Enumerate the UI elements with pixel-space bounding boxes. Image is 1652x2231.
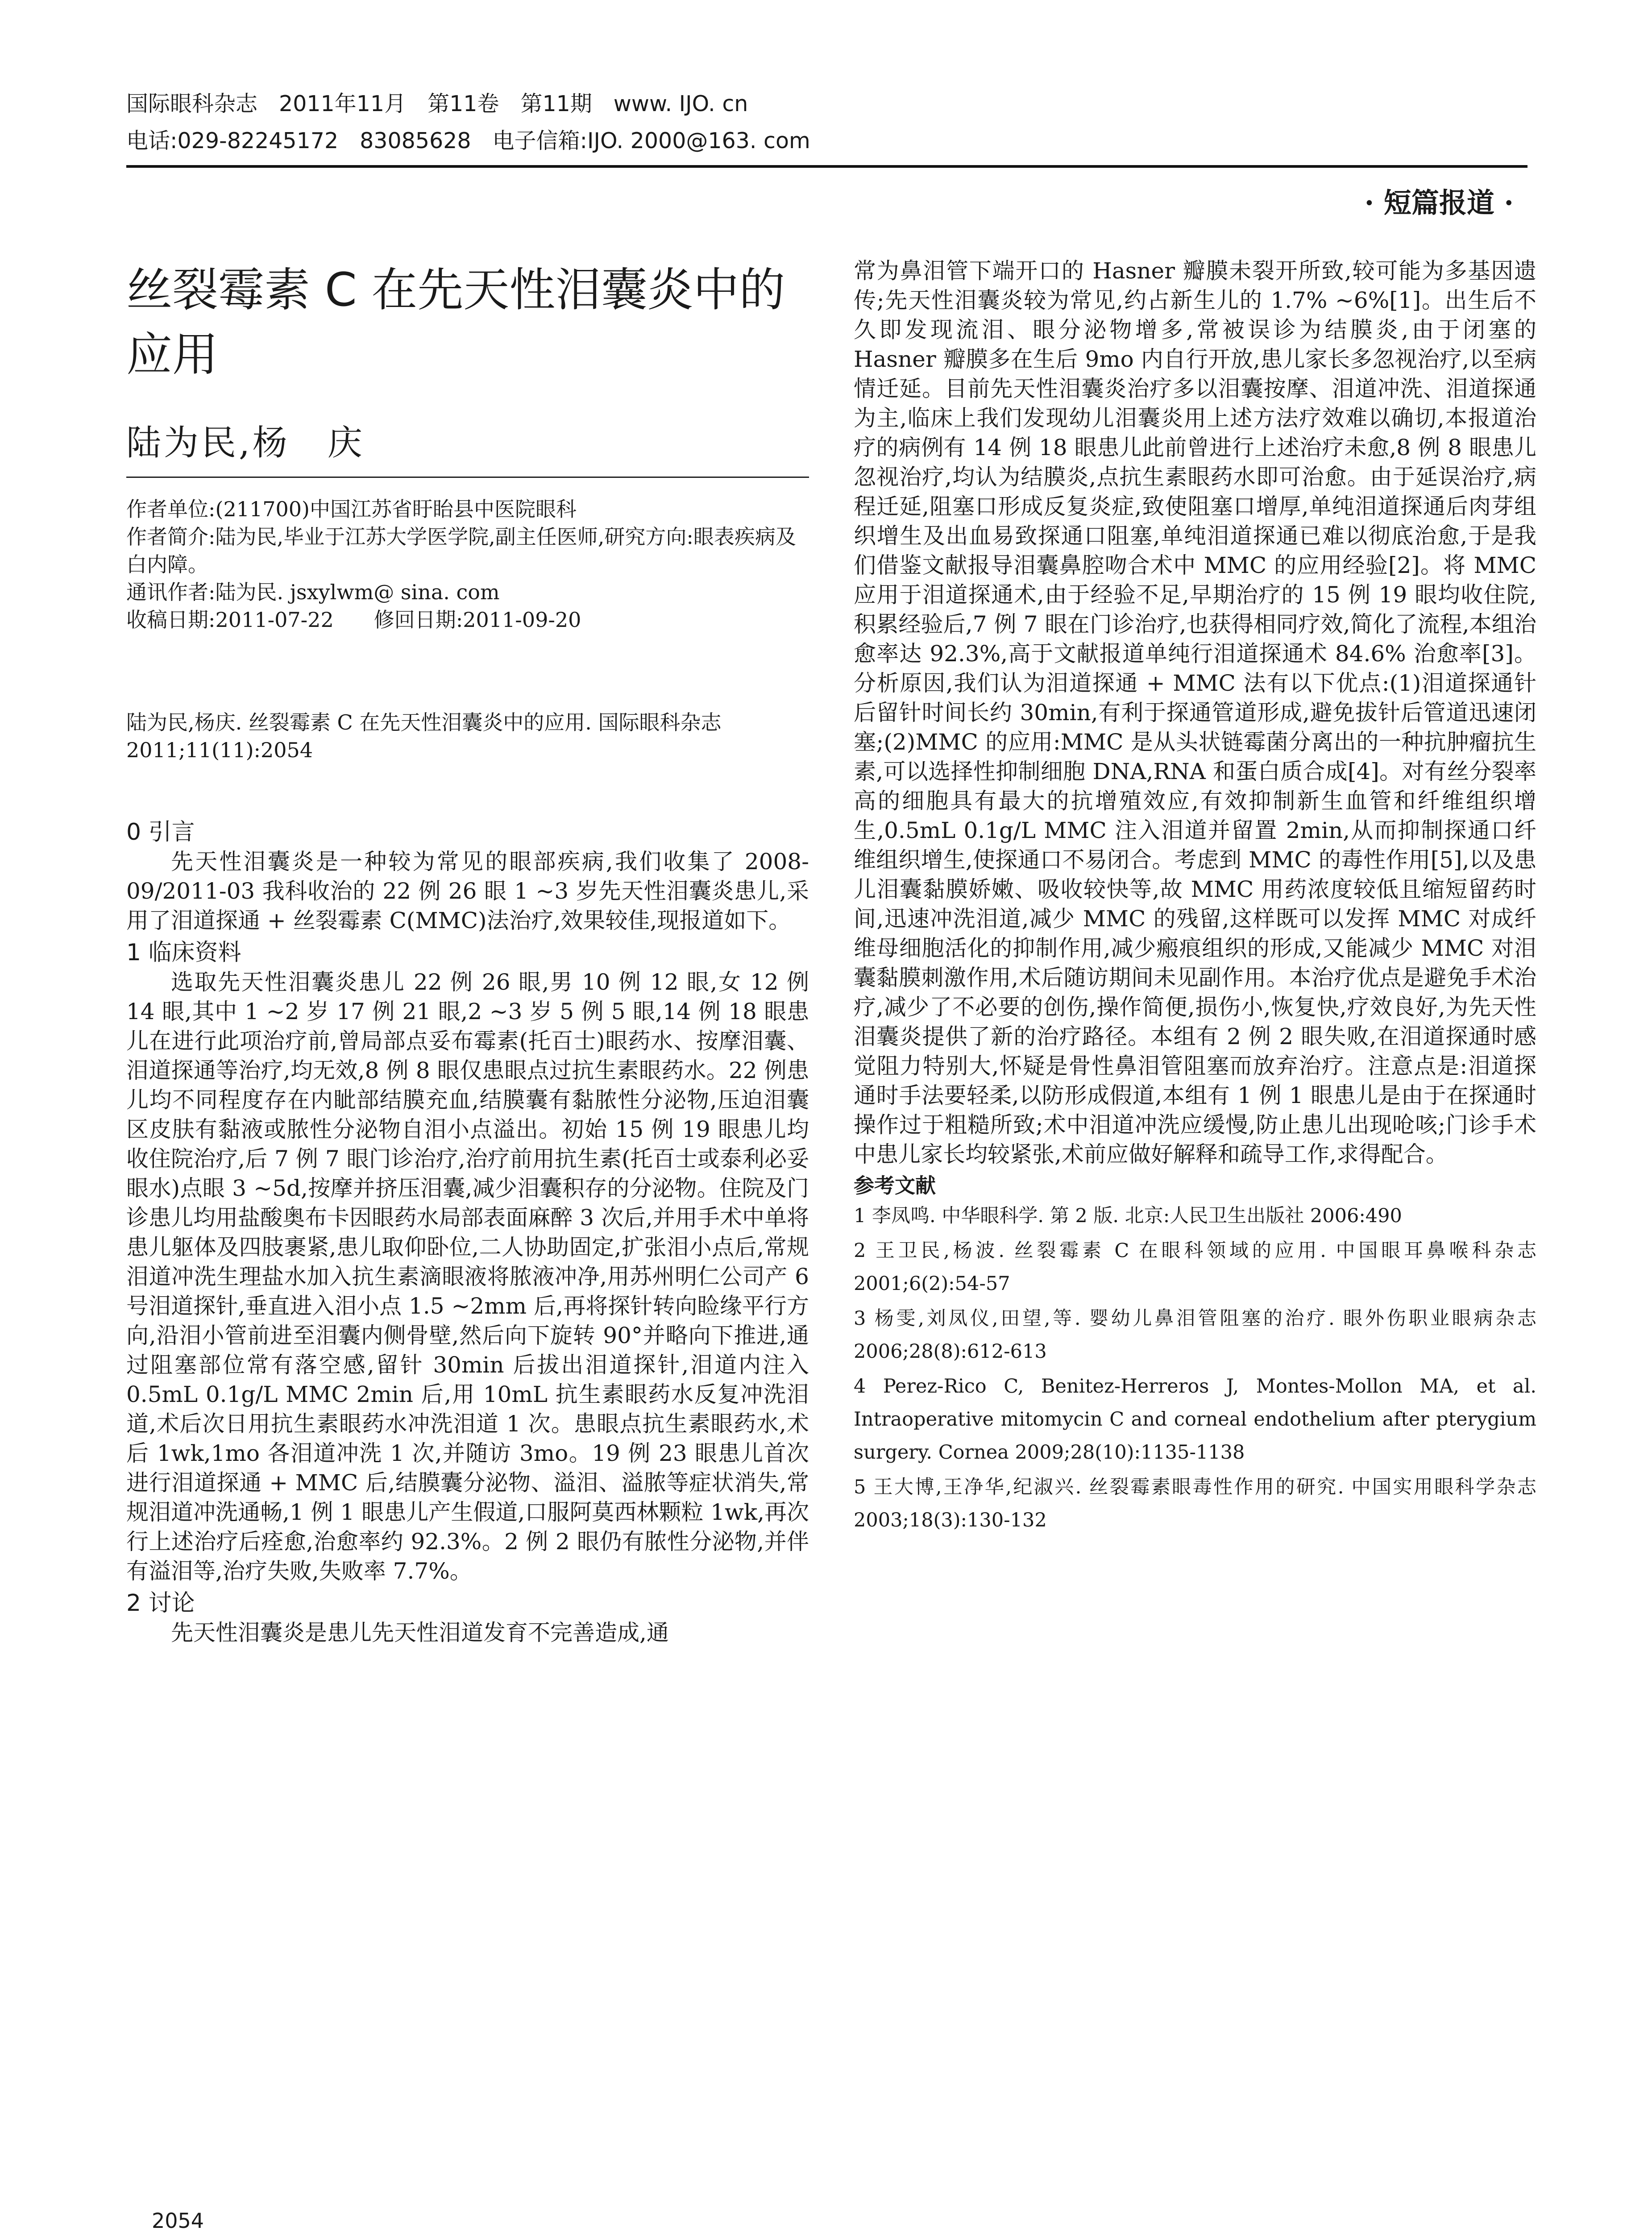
reference-item: 3 杨雯,刘凤仪,田望,等. 婴幼儿鼻泪管阻塞的治疗. 眼外伤职业眼病杂志 2006;28(8):612-613	[854, 1307, 1536, 1363]
journal-name: 国际眼科杂志	[126, 91, 258, 116]
paragraph-intro: 先天性泪囊炎是一种较为常见的眼部疾病,我们收集了 2008-09/2011-03 我科收治的 22 例 26 眼 1 ~3 岁先天性泪囊炎患儿,采用了泪道探通 + 丝裂霉素 C(MMC)法治疗,效果较佳,现报道如下。	[126, 849, 809, 933]
reference-list	[854, 1199, 1536, 1537]
revised-date: 修回日期:2011-09-20	[374, 608, 581, 632]
references-heading: 参考文献	[854, 1174, 936, 1198]
page-number: 2054	[152, 2209, 204, 2231]
section-heading-discussion: 2 讨论	[126, 1590, 195, 1617]
header-rule	[126, 165, 1527, 168]
reference-item: 1 李凤鸣. 中华眼科学. 第 2 版. 北京:人民卫生出版社 2006:490	[854, 1205, 1402, 1227]
paragraph-discussion-start: 先天性泪囊炎是患儿先天性泪道发育不完善造成,通	[171, 1620, 669, 1646]
paragraph-discussion-cont: 常为鼻泪管下端开口的 Hasner 瓣膜未裂开所致,较可能为多基因遗传;先天性泪囊炎较为常见,约占新生儿的 1.7% ~6%[1]。出生后不久即发现流泪、眼分泌物增多,常被误诊为结膜炎,由于闭塞的 Hasner 瓣膜多在生后 9mo 内自行开放,患儿家长多忽视治疗,以至病情迁延。目前先天性泪囊炎治疗多以泪囊按摩、泪道冲洗、泪道探通为主,临床上我们发现幼儿泪囊炎用上述方法疗效难以确切,本报道治疗的病例有 14 例 18 眼患儿此前曾进行上述治疗未愈,8 例 8 眼患儿忽视治疗,均认为结膜炎,点抗生素眼药水即可治愈。由于延误治疗,病程迁延,阻塞口形成反复炎症,致使阻塞口增厚,单纯泪道探通后肉芽组织增生及出血易致探通口阻塞,单纯泪道探通已难以彻底治愈,于是我们借鉴文献报导泪囊鼻腔吻合术中 MMC 的应用经验[2]。将 MMC 应用于泪道探通术,由于经验不足,早期治疗的 15 例 19 眼均收住院,积累经验后,7 例 7 眼在门诊治疗,也获得相同疗效,简化了流程,本组治愈率达 92.3%,高于文献报道单纯行泪道探通术 84.6% 治愈率[3]。分析原因,我们认为泪道探通 + MMC 法有以下优点:(1)泪道探通针后留针时间长约 30min,有利于探通管道形成,避免拔针后管道迅速闭塞;(2)MMC 的应用:MMC 是从头状链霉菌分离出的一种抗肿瘤抗生素,可以选择性抑制细胞 DNA,RNA 和蛋白质合成[4]。对有丝分裂率高的细胞具有最大的抗增殖效应,有效抑制新生血管和纤维组织增生,0.5mL 0.1g/L MMC 注入泪道并留置 2min,从而抑制探通口纤维组织增生,使探通口不易闭合。考虑到 MMC 的毒性作用[5],以及患儿泪囊黏膜娇嫩、吸收较快等,故 MMC 用药浓度较低且缩短留药时间,迅速冲洗泪道,减少 MMC 的残留,这样既可以发挥 MMC 对成纤维母细胞活化的抑制作用,减少瘢痕组织的形成,又能减少 MMC 对泪囊黏膜刺激作用,术后随访期间未见副作用。本治疗优点是避免手术治疗,减少了不必要的创伤,操作简便,损伤小,恢复快,疗效良好,为先天性泪囊炎提供了新的治疗路径。本组有 2 例 2 眼失败,在泪道探通时感觉阻力特别大,怀疑是骨性鼻泪管阻塞而放弃治疗。注意点是:泪道探通时手法要轻柔,以防形成假道,本组有 1 例 1 眼患儿是由于在探通时操作过于粗糙所致;术中泪道冲洗应缓慢,防止患儿出现呛咳;门诊手术中患儿家长均较紧张,术前应做好解释和疏导工作,求得配合。	[854, 258, 1536, 1167]
phone: 电话:029-82245172	[126, 128, 339, 153]
journal-header-line2	[126, 126, 832, 156]
section-tag: · 短篇报道 ·	[1364, 187, 1514, 219]
received-date: 收稿日期:2011-07-22	[126, 608, 334, 632]
article-title: 丝裂霉素 C 在先天性泪囊炎中的应用	[126, 263, 785, 382]
section-heading-intro: 0 引言	[126, 819, 195, 846]
reference-item: 5 王大博,王净华,纪淑兴. 丝裂霉素眼毒性作用的研究. 中国实用眼科学杂志 2003;18(3):130-132	[854, 1476, 1536, 1531]
section-heading-clinical: 1 临床资料	[126, 939, 241, 966]
phone2: 83085628	[360, 128, 471, 153]
paragraph-clinical: 选取先天性泪囊炎患儿 22 例 26 眼,男 10 例 12 眼,女 12 例 14 眼,其中 1 ~2 岁 17 例 21 眼,2 ~3 岁 5 例 5 眼,14 例 18 眼患儿在进行此项治疗前,曾局部点妥布霉素(托百士)眼药水、按摩泪囊、泪道探通等治疗,均无效,8 例 8 眼仅患眼点过抗生素眼药水。22 例患儿均不同程度存在内眦部结膜充血,结膜囊有黏脓性分泌物,压迫泪囊区皮肤有黏液或脓性分泌物自泪小点溢出。初始 15 例 19 眼患儿均收住院治疗,后 7 例 7 眼门诊治疗,治疗前用抗生素(托百士或泰利必妥眼水)点眼 3 ~5d,按摩并挤压泪囊,减少泪囊积存的分泌物。住院及门诊患儿均用盐酸奥布卡因眼药水局部表面麻醉 3 次后,并用手术中单将患儿躯体及四肢裹紧,患儿取仰卧位,二人协助固定,扩张泪小点后,常规泪道冲洗生理盐水加入抗生素滴眼液将脓液冲净,用苏州明仁公司产 6 号泪道探针,垂直进入泪小点 1.5 ~2mm 后,再将探针转向睑缘平行方向,沿泪小管前进至泪囊内侧骨壁,然后向下旋转 90°并略向下推进,通过阻塞部位常有落空感,留针 30min 后拔出泪道探针,泪道内注入 0.5mL 0.1g/L MMC 2min 后,用 10mL 抗生素眼药水反复冲洗泪道,术后次日用抗生素眼药水冲洗泪道 1 次。患眼点抗生素眼药水,术后 1wk,1mo 各泪道冲洗 1 次,并随访 3mo。19 例 23 眼患儿首次进行泪道探通 + MMC 后,结膜囊分泌物、溢泪、溢脓等症状消失,常规泪道冲洗通畅,1 例 1 眼患儿产生假道,口服阿莫西林颗粒 1wk,再次行上述治疗后痊愈,治愈率约 92.3%。2 例 2 眼仍有脓性分泌物,并伴有溢泪等,治疗失败,失败率 7.7%。	[126, 969, 809, 1584]
email-link[interactable]: 电子信箱:IJO. 2000@163. com	[492, 128, 810, 153]
issue-date: 2011年11月	[279, 91, 407, 116]
author-bio: 作者简介:陆为民,毕业于江苏大学医学院,副主任医师,研究方向:眼表疾病及白内障。	[126, 525, 796, 576]
affiliation: 作者单位:(211700)中国江苏省盱眙县中医院眼科	[126, 497, 577, 521]
left-column	[126, 815, 809, 1647]
journal-header-line1	[126, 89, 769, 119]
right-column	[854, 256, 1536, 1538]
issue: 第11期	[520, 91, 592, 116]
citation: 陆为民,杨庆. 丝裂霉素 C 在先天性泪囊炎中的应用. 国际眼科杂志 2011;11(11):2054	[126, 710, 722, 762]
author-info	[126, 495, 809, 634]
title-rule	[126, 477, 809, 478]
correspondence: 通讯作者:陆为民. jsxylwm@ sina. com	[126, 580, 500, 604]
volume: 第11卷	[428, 91, 499, 116]
reference-item: 2 王卫民,杨波. 丝裂霉素 C 在眼科领域的应用. 中国眼耳鼻喉科杂志 2001;6(2):54-57	[854, 1240, 1536, 1295]
reference-item: 4 Perez-Rico C, Benitez-Herreros J, Montes-Mollon MA, et al. Intraoperative mitomycin C and corneal endothelium after pterygium surgery. Cornea 2009;28(10):1135-1138	[854, 1375, 1536, 1464]
dates	[126, 606, 809, 634]
article-authors: 陆为民,杨 庆	[126, 423, 365, 463]
website-link[interactable]: www. IJO. cn	[613, 91, 748, 116]
